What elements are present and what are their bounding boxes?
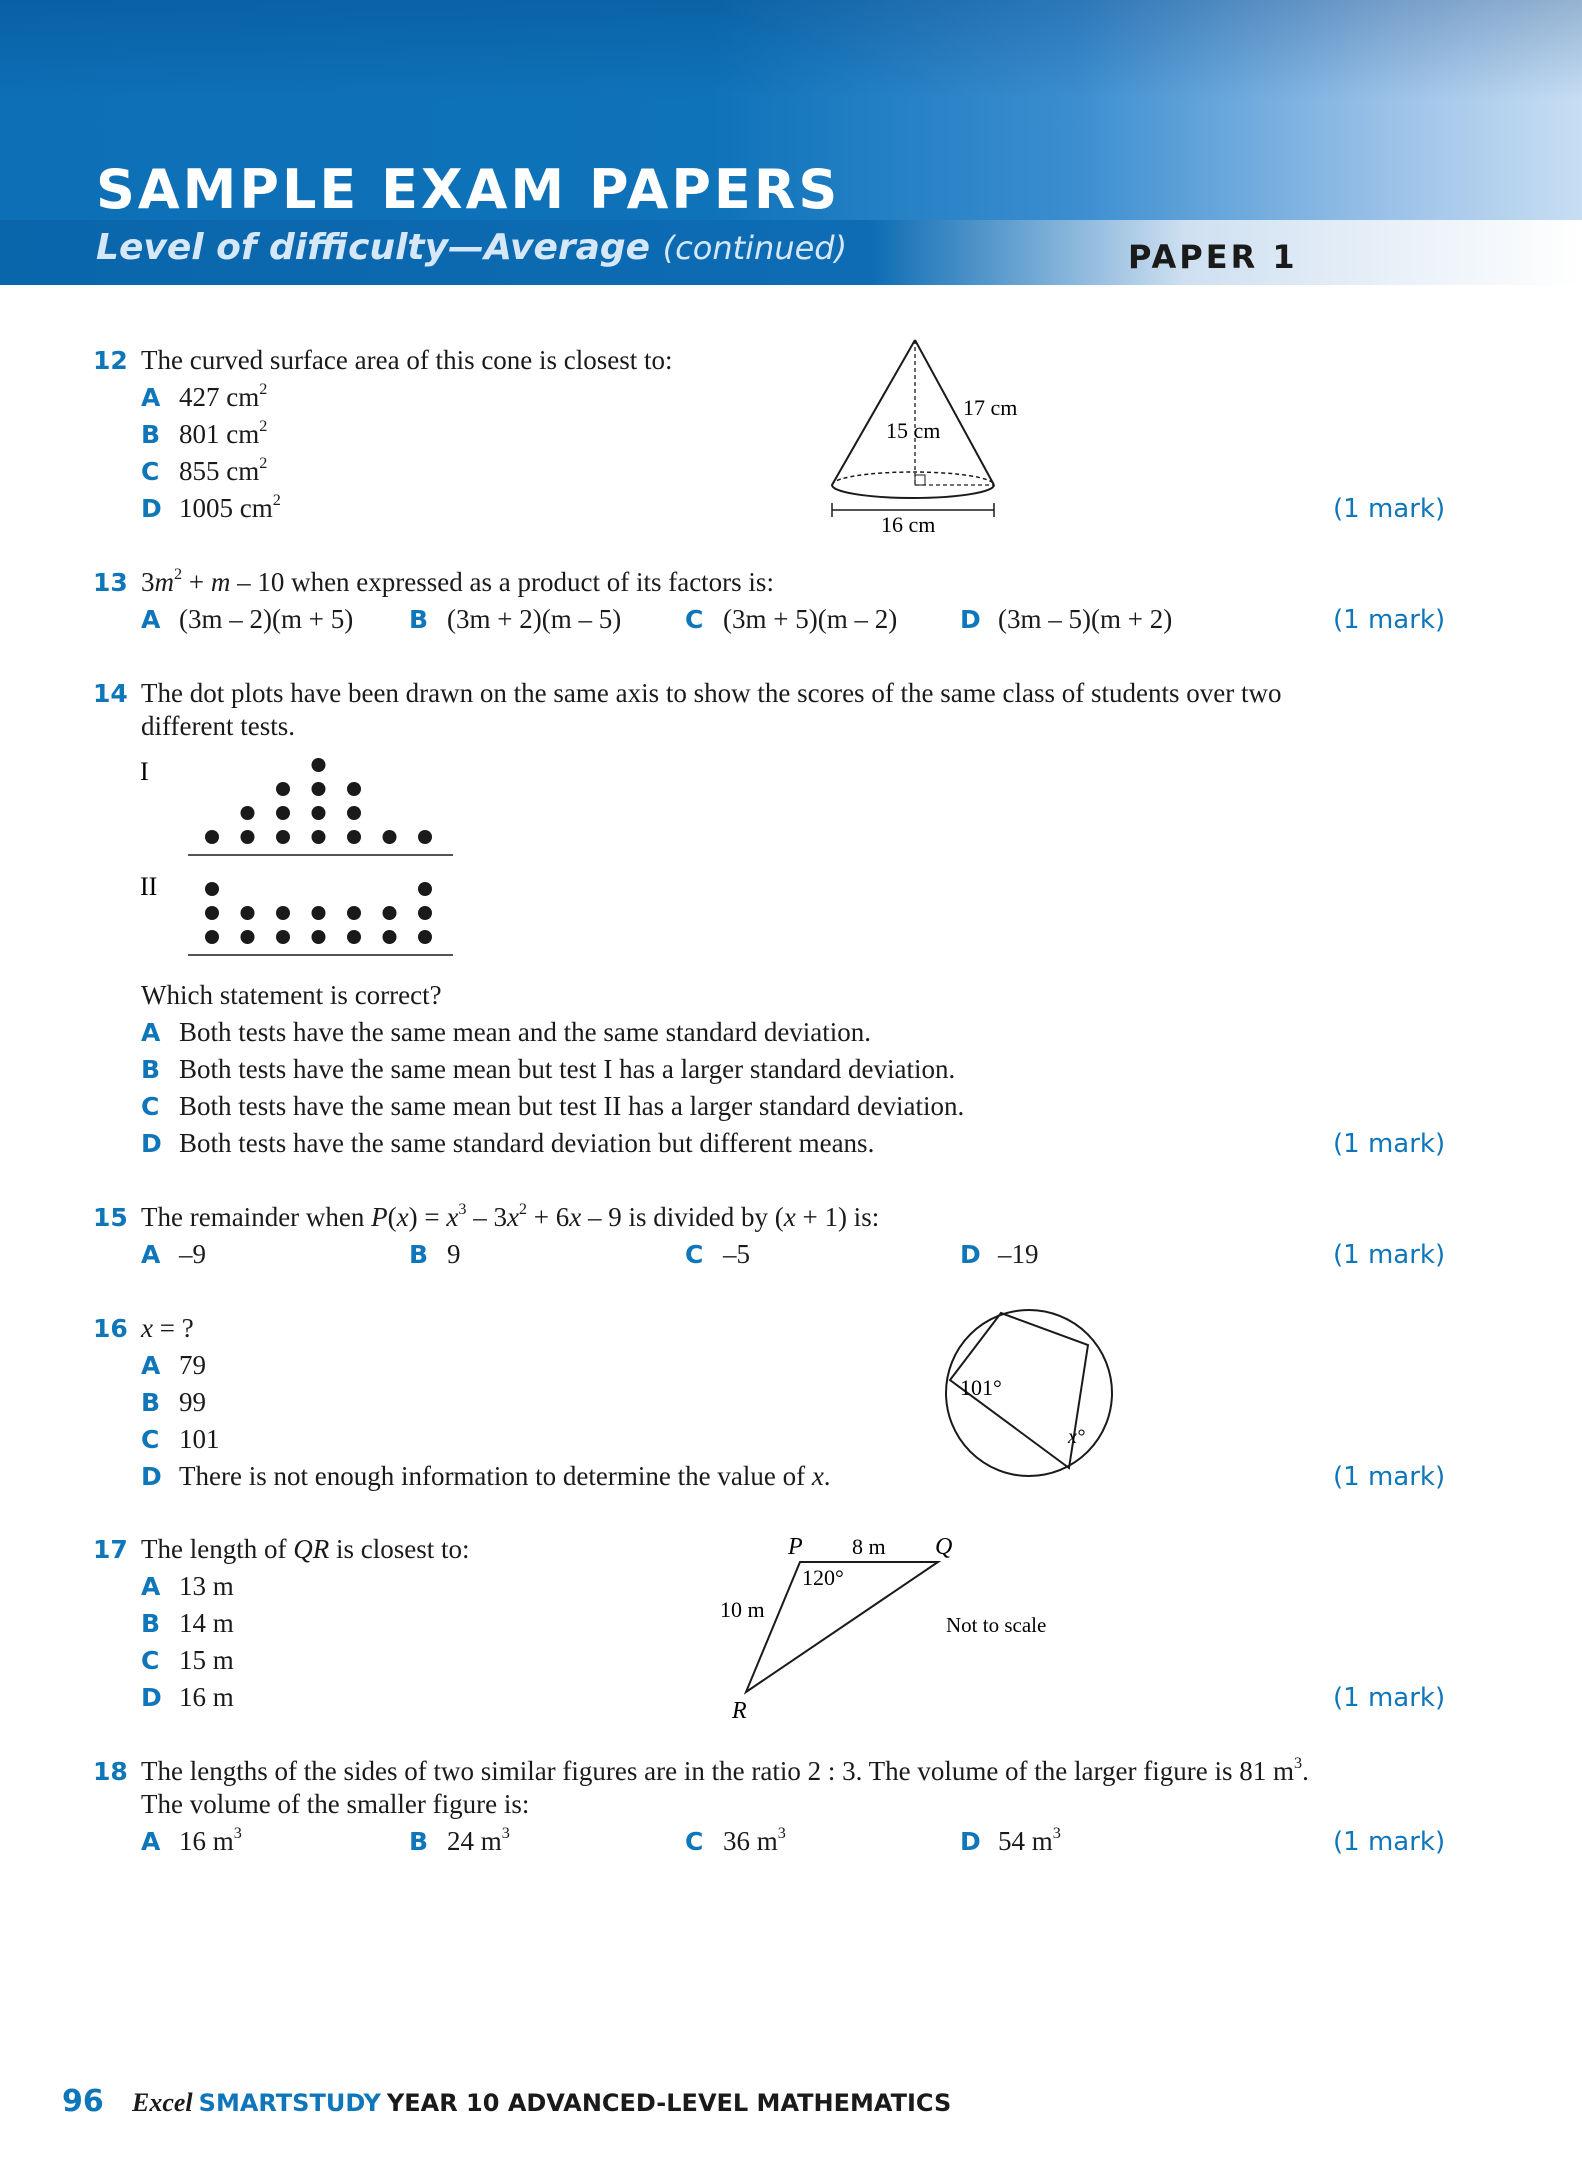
plot-i-dots <box>205 758 432 844</box>
question-text-16 <box>141 1313 194 1344</box>
q12-option-a[interactable] <box>141 382 267 413</box>
text-part: . <box>1302 1756 1309 1786</box>
option-value: 54 m <box>998 1826 1053 1856</box>
page-subtitle <box>96 227 847 268</box>
option-value: 36 m <box>723 1826 778 1856</box>
question-number-15: 15 <box>93 1203 128 1232</box>
banner-sheen <box>0 0 1582 100</box>
option-letter: C <box>141 1425 160 1454</box>
plot-ii-dot <box>276 906 290 920</box>
q17-option-a[interactable] <box>141 1571 234 1602</box>
option-letter: D <box>141 1129 162 1158</box>
footer-book-title: YEAR 10 ADVANCED-LEVEL MATHEMATICS <box>386 2089 952 2117</box>
option-end: . <box>823 1461 831 1491</box>
option-value: 427 cm <box>179 382 260 412</box>
option-value: Both tests have the same mean but test I has a larger standard deviation. <box>179 1054 956 1084</box>
triangle-diagram <box>710 1525 1080 1725</box>
cone-base-front <box>832 485 994 498</box>
option-sup: 2 <box>259 380 268 398</box>
plot-i-dot <box>418 830 432 844</box>
plot-i-dot <box>241 806 255 820</box>
plot-ii-dot <box>312 906 326 920</box>
text-part: is closest to: <box>329 1534 470 1564</box>
option-sup: 3 <box>1052 1824 1061 1842</box>
text-sup: 2 <box>518 1200 528 1218</box>
option-value: 101 <box>179 1424 220 1454</box>
q12-option-d[interactable] <box>141 493 281 524</box>
q12-option-c[interactable] <box>141 456 267 487</box>
vertex-p-label: P <box>788 1534 803 1560</box>
text-part: – 3 <box>466 1202 507 1232</box>
q17-option-d[interactable] <box>141 1682 234 1713</box>
q18-option-b[interactable] <box>409 1826 510 1857</box>
option-value: 13 m <box>179 1571 234 1601</box>
cone-left-edge <box>832 340 915 485</box>
height-label: 15 cm <box>886 418 941 443</box>
option-letter: A <box>141 1351 161 1380</box>
text-part: The length of <box>141 1534 294 1564</box>
option-value: 801 cm <box>179 419 260 449</box>
option-letter: D <box>960 605 981 634</box>
plot-ii-dot <box>418 930 432 944</box>
q18-option-c[interactable] <box>685 1826 786 1857</box>
vertex-r-label: R <box>732 1698 747 1724</box>
q15-option-d[interactable] <box>960 1239 1039 1270</box>
expr-var: m <box>154 567 174 597</box>
option-letter: C <box>685 1827 704 1856</box>
text-part: – 9 is divided by ( <box>581 1202 784 1232</box>
q13-mark: (1 mark) <box>1333 605 1446 635</box>
option-value: 855 cm <box>179 456 260 486</box>
option-value: (3m + 5)(m – 2) <box>723 604 898 634</box>
option-value: Both tests have the same standard deviation but different means. <box>179 1128 875 1158</box>
option-value: 9 <box>447 1239 461 1269</box>
plot-ii-dot <box>383 930 397 944</box>
text-part: ( <box>387 1202 397 1232</box>
option-sup: 2 <box>259 417 268 435</box>
option-value: Both tests have the same mean but test II has a larger standard deviation. <box>179 1091 965 1121</box>
expr-part: – 10 when expressed as a product of its factors is: <box>230 567 774 597</box>
right-angle-mark <box>915 475 925 485</box>
option-sup: 3 <box>233 1824 242 1842</box>
question-number-18: 18 <box>93 1757 128 1786</box>
text-part: = ? <box>152 1313 194 1343</box>
expr-var: m <box>210 567 231 597</box>
q17-option-c[interactable] <box>141 1645 234 1676</box>
text-var: x <box>141 1313 153 1343</box>
option-value: 16 m <box>179 1826 234 1856</box>
q14-option-c[interactable] <box>141 1091 964 1122</box>
option-letter: B <box>141 1609 161 1638</box>
q18-option-a[interactable] <box>141 1826 242 1857</box>
expr-part: 3 <box>141 567 155 597</box>
side-pq-label: 8 m <box>852 1534 886 1559</box>
plot-ii-dots <box>205 882 432 944</box>
q12-mark: (1 mark) <box>1333 494 1446 524</box>
plot-i-dot <box>205 830 219 844</box>
plot-i-dot <box>347 830 361 844</box>
text-var: x <box>396 1202 409 1232</box>
page-number: 96 <box>62 2084 104 2119</box>
option-value: (3m – 2)(m + 5) <box>179 604 354 634</box>
cone-base-back <box>832 472 994 485</box>
question-text-18-line2: The volume of the smaller figure is: <box>141 1789 530 1819</box>
option-value: 79 <box>179 1350 206 1380</box>
slant-label: 17 cm <box>963 395 1018 420</box>
text-part: The lengths of the sides of two similar figures are in the ratio 2 : 3. The volume of the larger figure is 81 m <box>141 1756 1294 1786</box>
question-text-18-line1 <box>141 1756 1309 1787</box>
option-sup: 3 <box>501 1824 510 1842</box>
footer-excel: Excel <box>132 2088 193 2117</box>
text-part: The remainder when <box>141 1202 372 1232</box>
option-letter: A <box>141 1827 161 1856</box>
dot-plots <box>130 745 470 970</box>
text-var: x <box>569 1202 582 1232</box>
option-letter: B <box>409 605 429 634</box>
option-letter: C <box>141 1092 160 1121</box>
q14-mark: (1 mark) <box>1333 1129 1446 1159</box>
text-var: x <box>783 1202 796 1232</box>
q16-mark: (1 mark) <box>1333 1462 1446 1492</box>
text-var: P <box>371 1202 388 1232</box>
angle-101-label: 101° <box>960 1375 1002 1400</box>
plot-i-dot <box>347 782 361 796</box>
question-text-12: The curved surface area of this cone is closest to: <box>141 345 673 375</box>
question-text-15 <box>141 1202 879 1233</box>
plot-i-label: I <box>140 757 149 786</box>
text-var: QR <box>293 1534 330 1564</box>
plot-ii-dot <box>418 882 432 896</box>
option-letter: C <box>685 605 704 634</box>
q17-option-b[interactable] <box>141 1608 234 1639</box>
question-number-16: 16 <box>93 1314 128 1343</box>
question-number-17: 17 <box>93 1535 128 1564</box>
option-letter: D <box>960 1827 981 1856</box>
plot-ii-dot <box>205 906 219 920</box>
option-value: –5 <box>723 1239 750 1269</box>
option-letter: C <box>685 1240 704 1269</box>
option-letter: D <box>141 1462 162 1491</box>
option-letter: A <box>141 1572 161 1601</box>
text-var: x <box>506 1202 519 1232</box>
q14-option-b[interactable] <box>141 1054 955 1085</box>
option-letter: A <box>141 383 161 412</box>
question-text-14-line1: The dot plots have been drawn on the same axis to show the scores of the same class of students over two <box>141 678 1282 708</box>
question-text-14-line2: different tests. <box>141 711 295 741</box>
cyclic-quad-diagram <box>940 1305 1120 1485</box>
option-letter: B <box>141 420 161 449</box>
option-letter: B <box>409 1240 429 1269</box>
q18-option-d[interactable] <box>960 1826 1061 1857</box>
option-letter: B <box>409 1827 429 1856</box>
text-sup: 3 <box>458 1200 467 1218</box>
plot-i-dot <box>312 782 326 796</box>
plot-i-dot <box>383 830 397 844</box>
q13-option-d[interactable] <box>960 604 1172 635</box>
option-value: 99 <box>179 1387 206 1417</box>
paper-label: PAPER 1 <box>1128 238 1298 276</box>
question-number-13: 13 <box>93 568 128 597</box>
plot-ii-dot <box>312 930 326 944</box>
q14-option-d[interactable] <box>141 1128 874 1159</box>
q18-mark: (1 mark) <box>1333 1827 1446 1857</box>
q16-option-c[interactable] <box>141 1424 220 1455</box>
plot-ii-dot <box>205 930 219 944</box>
option-value: 15 m <box>179 1645 234 1675</box>
vertex-q-label: Q <box>935 1534 953 1560</box>
question-number-14: 14 <box>93 679 128 708</box>
plot-ii-dot <box>383 906 397 920</box>
option-value: 14 m <box>179 1608 234 1638</box>
q15-mark: (1 mark) <box>1333 1240 1446 1270</box>
option-value: 1005 cm <box>179 493 273 523</box>
plot-i-dot <box>276 830 290 844</box>
angle-x-label: x° <box>1068 1426 1085 1448</box>
cone-diagram <box>820 330 1060 540</box>
question-text-17 <box>141 1534 469 1565</box>
plot-ii-dot <box>418 906 432 920</box>
q13-option-c[interactable] <box>685 604 897 635</box>
q16-option-d[interactable] <box>141 1461 831 1492</box>
plot-i-dot <box>312 758 326 772</box>
option-letter: D <box>960 1240 981 1269</box>
option-value: –9 <box>179 1239 206 1269</box>
question-number-12: 12 <box>93 346 128 375</box>
option-letter: B <box>141 1388 161 1417</box>
option-letter: A <box>141 1240 161 1269</box>
option-sup: 2 <box>259 454 268 472</box>
option-letter: D <box>141 494 162 523</box>
plot-i-dot <box>312 806 326 820</box>
expr-part: + <box>182 567 211 597</box>
plot-ii-dot <box>347 930 361 944</box>
diameter-label: 16 cm <box>881 512 936 537</box>
plot-ii-dot <box>276 930 290 944</box>
side-pr-label: 10 m <box>720 1597 765 1622</box>
plot-i-dot <box>241 830 255 844</box>
expr-sup: 2 <box>174 565 183 583</box>
text-part: ) = <box>408 1202 447 1232</box>
plot-i-dot <box>276 806 290 820</box>
option-sup: 2 <box>272 491 281 509</box>
q13-option-a[interactable] <box>141 604 353 635</box>
option-value: (3m + 2)(m – 5) <box>447 604 622 634</box>
plot-ii-dot <box>241 930 255 944</box>
q15-option-a[interactable] <box>141 1239 206 1270</box>
text-part: + 6 <box>527 1202 570 1232</box>
plot-i-dot <box>276 782 290 796</box>
q13-option-b[interactable] <box>409 604 621 635</box>
plot-i-dot <box>312 830 326 844</box>
question-text-13 <box>141 567 774 598</box>
plot-ii-label: II <box>140 872 158 901</box>
not-to-scale-note: Not to scale <box>946 1613 1047 1637</box>
option-value: (3m – 5)(m + 2) <box>998 604 1173 634</box>
q15-option-c[interactable] <box>685 1239 750 1270</box>
question-prompt-14: Which statement is correct? <box>141 980 442 1010</box>
plot-i-dot <box>347 806 361 820</box>
option-value: 24 m <box>447 1826 502 1856</box>
q16-option-a[interactable] <box>141 1350 206 1381</box>
option-letter: A <box>141 1018 161 1047</box>
page-title: SAMPLE EXAM PAPERS <box>96 158 841 221</box>
option-letter: D <box>141 1683 162 1712</box>
option-letter: C <box>141 1646 160 1675</box>
plot-ii-dot <box>241 906 255 920</box>
footer-smartstudy: SMARTSTUDY <box>198 2089 381 2117</box>
option-value: There is not enough information to determine the value of <box>179 1461 812 1491</box>
angle-p-label: 120° <box>802 1565 844 1590</box>
option-letter: B <box>141 1055 161 1084</box>
option-value: 16 m <box>179 1682 234 1712</box>
subtitle-main: Level of difficulty—Average <box>96 227 651 268</box>
q12-option-b[interactable] <box>141 419 267 450</box>
option-sup: 3 <box>777 1824 786 1842</box>
text-sup: 3 <box>1293 1754 1303 1772</box>
option-var: x <box>811 1461 824 1491</box>
plot-ii-dot <box>347 906 361 920</box>
subtitle-suffix: (continued) <box>662 229 848 267</box>
option-letter: C <box>141 457 160 486</box>
option-letter: A <box>141 605 161 634</box>
q14-option-a[interactable] <box>141 1017 871 1048</box>
text-var: x <box>446 1202 459 1232</box>
plot-ii-dot <box>205 882 219 896</box>
option-value: Both tests have the same mean and the same standard deviation. <box>179 1017 872 1047</box>
q15-option-b[interactable] <box>409 1239 461 1270</box>
text-part: + 1) is: <box>795 1202 880 1232</box>
q17-mark: (1 mark) <box>1333 1683 1446 1713</box>
option-value: –19 <box>998 1239 1039 1269</box>
footer-title <box>132 2088 951 2118</box>
q16-option-b[interactable] <box>141 1387 206 1418</box>
